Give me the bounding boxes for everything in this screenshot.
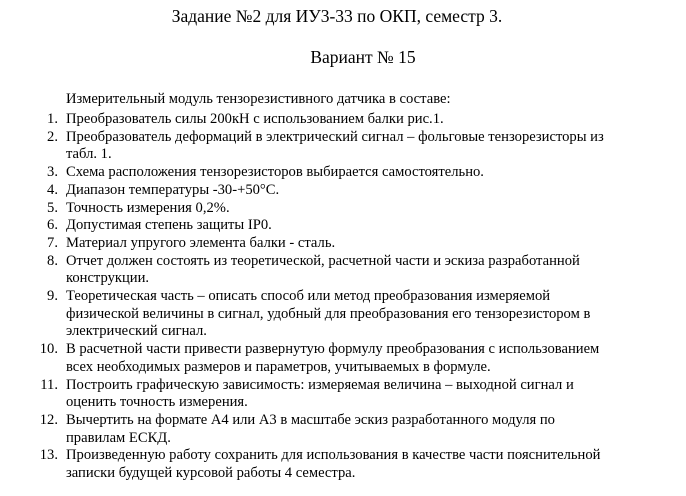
list-item-number: 6.: [47, 217, 58, 234]
list-item-text-line: Допустимая степень защиты IP0.: [66, 217, 272, 234]
list-item-text-line: Преобразователь силы 200кН с использованием балки рис.1.: [66, 111, 444, 127]
list-item-text-line: Построить графическую зависимость: измеряемая величина – выходной сигнал и: [66, 376, 574, 393]
list-item: [0, 200, 686, 218]
list-item-text-line: оценить точность измерения.: [66, 394, 248, 411]
list-item-text-line: Материал упругого элемента балки - сталь.: [66, 234, 336, 251]
document-title: Задание №2 для ИУ3-33 по ОКП, семестр 3.: [171, 6, 503, 26]
list-item-text-line: Произведенную работу сохранить для использования в качестве части пояснительной: [66, 447, 601, 464]
list-item: [0, 377, 686, 412]
list-item-number: 13.: [39, 447, 58, 464]
list-item-text-line: всех необходимых размеров и параметров, учитываемых в формуле.: [66, 358, 491, 375]
list-item-text-line: правилам ЕСКД.: [66, 429, 171, 446]
list-item-number: 7.: [47, 234, 58, 251]
list-item: [0, 447, 686, 482]
list-item: [0, 253, 686, 288]
list-item-number: 12.: [39, 411, 58, 428]
list-item: [0, 341, 686, 376]
list-item: [0, 288, 686, 341]
list-item-text-line: записки будущей курсовой работы 4 семестра.: [66, 465, 356, 482]
list-item-text-line: Отчет должен состоять из теоретической, расчетной части и эскиза разработанной: [66, 252, 580, 269]
list-item-text-line: физической величины в сигнал, удобный для преобразования его тензорезистором в: [66, 305, 591, 322]
list-item: [0, 412, 686, 447]
list-item: [0, 217, 686, 235]
list-item-number: 2.: [47, 128, 58, 145]
list-item-text-line: Теоретическая часть – описать способ или метод преобразования измеряемой: [66, 288, 551, 305]
list-item: [0, 129, 686, 164]
list-item-number: 8.: [47, 252, 58, 269]
variant-heading: Вариант № 15: [310, 47, 416, 67]
list-item-text-line: Диапазон температуры -30-+50°С.: [66, 181, 280, 198]
list-item: [0, 164, 686, 182]
list-item-text-line: конструкции.: [66, 270, 150, 287]
list-item-number: 1.: [47, 111, 58, 127]
list-item-text-line: Вычертить на формате А4 или А3 в масштабе эскиз разработанного модуля по: [66, 411, 555, 428]
list-item-text-line: Преобразователь деформаций в электрический сигнал – фольговые тензорезисторы из: [66, 128, 604, 145]
list-item-text-line: В расчетной части привести развернутую формулу преобразования с использованием: [66, 341, 600, 358]
list-item-text-line: электрический сигнал.: [66, 323, 207, 340]
list-item: [0, 111, 686, 129]
list-item-number: 4.: [47, 181, 58, 198]
list-item-number: 9.: [47, 288, 58, 305]
list-item-text-line: Схема расположения тензорезисторов выбирается самостоятельно.: [66, 164, 484, 181]
list-item-text-line: Точность измерения 0,2%.: [66, 199, 230, 216]
list-item-number: 10.: [39, 341, 58, 358]
list-item-text-line: табл. 1.: [66, 146, 112, 163]
list-item: [0, 235, 686, 253]
intro-text: Измерительный модуль тензорезистивного датчика в составе:: [66, 91, 451, 107]
list-item-number: 11.: [40, 376, 58, 393]
list-item-number: 5.: [47, 199, 58, 216]
requirements-list: [0, 111, 686, 483]
list-item: [0, 182, 686, 200]
list-item-number: 3.: [47, 164, 58, 181]
